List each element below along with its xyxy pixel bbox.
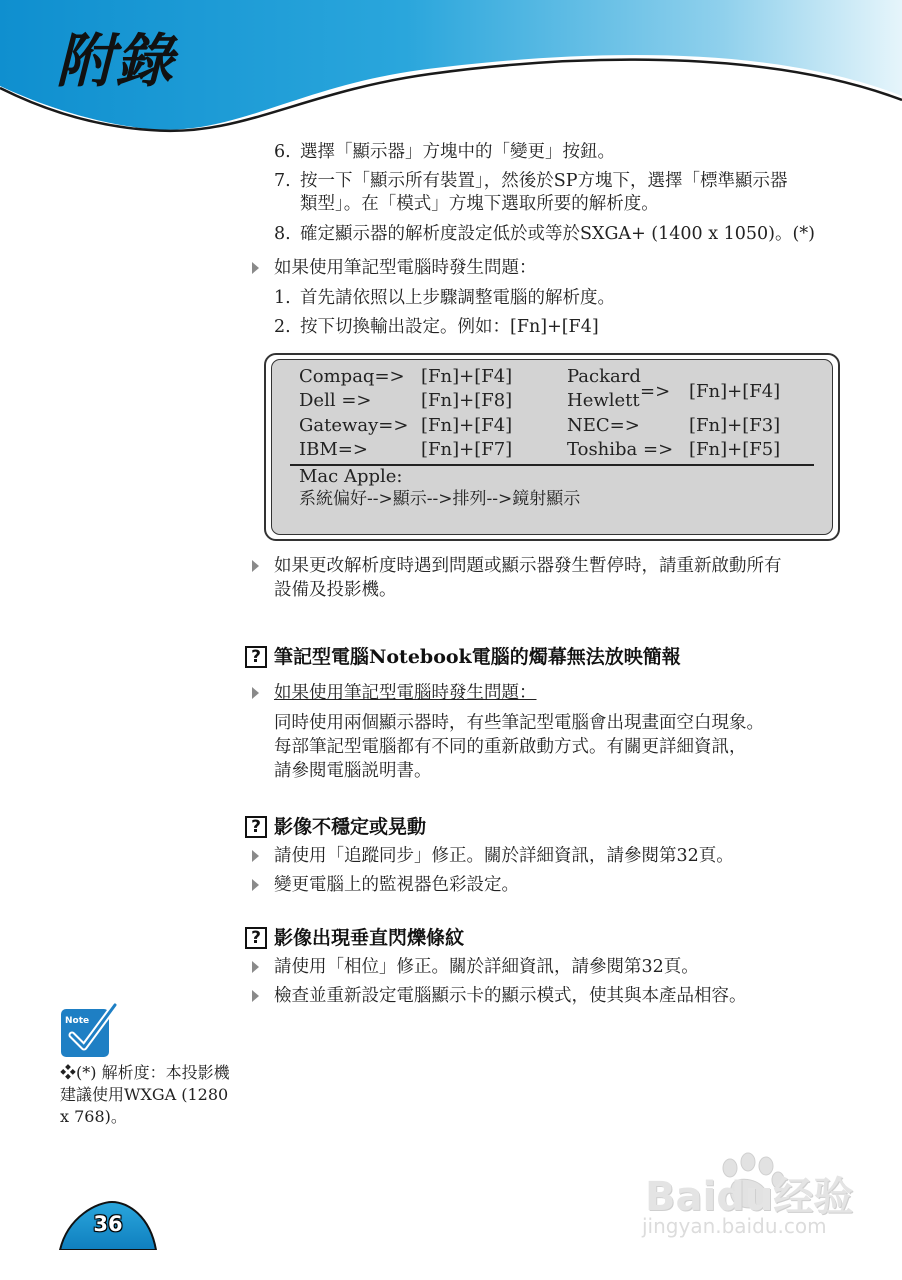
bullet-triangle-icon (252, 262, 259, 274)
mac-title: Mac Apple: (299, 466, 403, 487)
table-cell: [Fn]+[F7] (421, 439, 513, 460)
step-7-continuation: 類型」。在「模式」方塊下選取所要的解析度。 (300, 194, 659, 214)
page-title: 附錄 (56, 27, 175, 95)
step-text: 選擇「顯示器」方塊中的「變更」按鈕。 (300, 142, 615, 162)
restart-bullet-line2: 設備及投影機。 (274, 580, 397, 600)
step-number: 8. (274, 224, 291, 244)
bullet-triangle-icon (252, 687, 259, 699)
section-title-flicker: 影像出現垂直閃爍條紋 (274, 927, 465, 949)
note-line: 建議使用WXGA (1280 (60, 1085, 229, 1104)
restart-bullet-line1: 如果更改解析度時遇到問題或顯示器發生暫停時，請重新啟動所有 (274, 556, 782, 576)
section-title-notebook: 筆記型電腦Notebook電腦的燭幕無法放映簡報 (274, 646, 681, 668)
table-cell: [Fn]+[F4] (421, 415, 513, 436)
notebook-body-line: 請參閱電腦説明書。 (274, 761, 432, 781)
table-cell-hp-keys: [Fn]+[F4] (689, 381, 781, 402)
table-cell-hp-arrow: => (640, 381, 671, 402)
bullet-triangle-icon (252, 879, 259, 891)
notebook-section-bullet: 如果使用筆記型電腦時發生問題： (274, 683, 537, 703)
step-text: 確定顯示器的解析度設定低於或等於SXGA+ (1400 x 1050)。(*) (300, 224, 815, 244)
question-icon: ? (245, 646, 267, 668)
step-7 (274, 169, 788, 193)
step-1 (274, 286, 615, 310)
note-checkmark-icon (60, 1003, 118, 1059)
table-cell: [Fn]+[F3] (689, 415, 781, 436)
bullet-triangle-icon (252, 850, 259, 862)
note-icon-label: Note (65, 1016, 90, 1026)
step-number: 6. (274, 142, 291, 162)
step-2 (274, 315, 599, 339)
table-cell: Dell => (299, 390, 372, 411)
table-cell: Toshiba => (567, 439, 674, 460)
table-cell: Gateway=> (299, 415, 409, 436)
flicker-bullet: 請使用「相位」修正。關於詳細資訊，請參閱第32頁。 (274, 957, 699, 977)
table-cell: Packard (567, 366, 641, 387)
step-6 (274, 140, 615, 164)
table-cell: [Fn]+[F8] (421, 390, 513, 411)
step-number: 7. (274, 171, 291, 191)
question-icon: ? (245, 816, 267, 838)
table-cell: NEC=> (567, 415, 640, 436)
note-text (60, 1062, 250, 1128)
table-cell: [Fn]+[F5] (689, 439, 781, 460)
table-cell: IBM=> (299, 439, 368, 460)
mac-path: 系統偏好-->顯示-->排列-->鏡射顯示 (299, 489, 581, 509)
note-line: ❖(*) 解析度：本投影機 (60, 1063, 230, 1082)
note-line: x 768)。 (60, 1107, 127, 1126)
bullet-triangle-icon (252, 961, 259, 973)
table-cell: Hewlett (567, 390, 640, 411)
question-icon: ? (245, 927, 267, 949)
bullet-triangle-icon (252, 560, 259, 572)
watermark-brand: Baidu经验 (645, 1174, 854, 1220)
step-text: 按下切換輸出設定。例如：[Fn]+[F4] (300, 317, 599, 337)
step-number: 2. (274, 317, 291, 337)
notebook-body-line: 每部筆記型電腦都有不同的重新啟動方式。有關更詳細資訊， (274, 737, 747, 757)
step-text: 首先請依照以上步驟調整電腦的解析度。 (300, 288, 615, 308)
section-title-unstable: 影像不穩定或晃動 (274, 816, 427, 838)
step-number: 1. (274, 288, 291, 308)
table-cell: Compaq=> (299, 366, 405, 387)
unstable-bullet: 變更電腦上的監視器色彩設定。 (274, 875, 519, 895)
notebook-problem-bullet: 如果使用筆記型電腦時發生問題： (274, 258, 537, 278)
unstable-bullet: 請使用「追蹤同步」修正。關於詳細資訊，請參閱第32頁。 (274, 846, 734, 866)
page-number: 36 (93, 1212, 123, 1236)
watermark-url: jingyan.baidu.com (642, 1214, 827, 1238)
table-cell: [Fn]+[F4] (421, 366, 513, 387)
notebook-body-line: 同時使用兩個顯示器時，有些筆記型電腦會出現畫面空白現象。 (274, 713, 764, 733)
step-text: 按一下「顯示所有裝置」，然後於SP方塊下，選擇「標準顯示器 (300, 171, 788, 191)
flicker-bullet: 檢查並重新設定電腦顯示卡的顯示模式，使其與本產品相容。 (274, 986, 747, 1006)
bullet-triangle-icon (252, 990, 259, 1002)
header-banner (0, 0, 902, 140)
step-8 (274, 222, 815, 246)
